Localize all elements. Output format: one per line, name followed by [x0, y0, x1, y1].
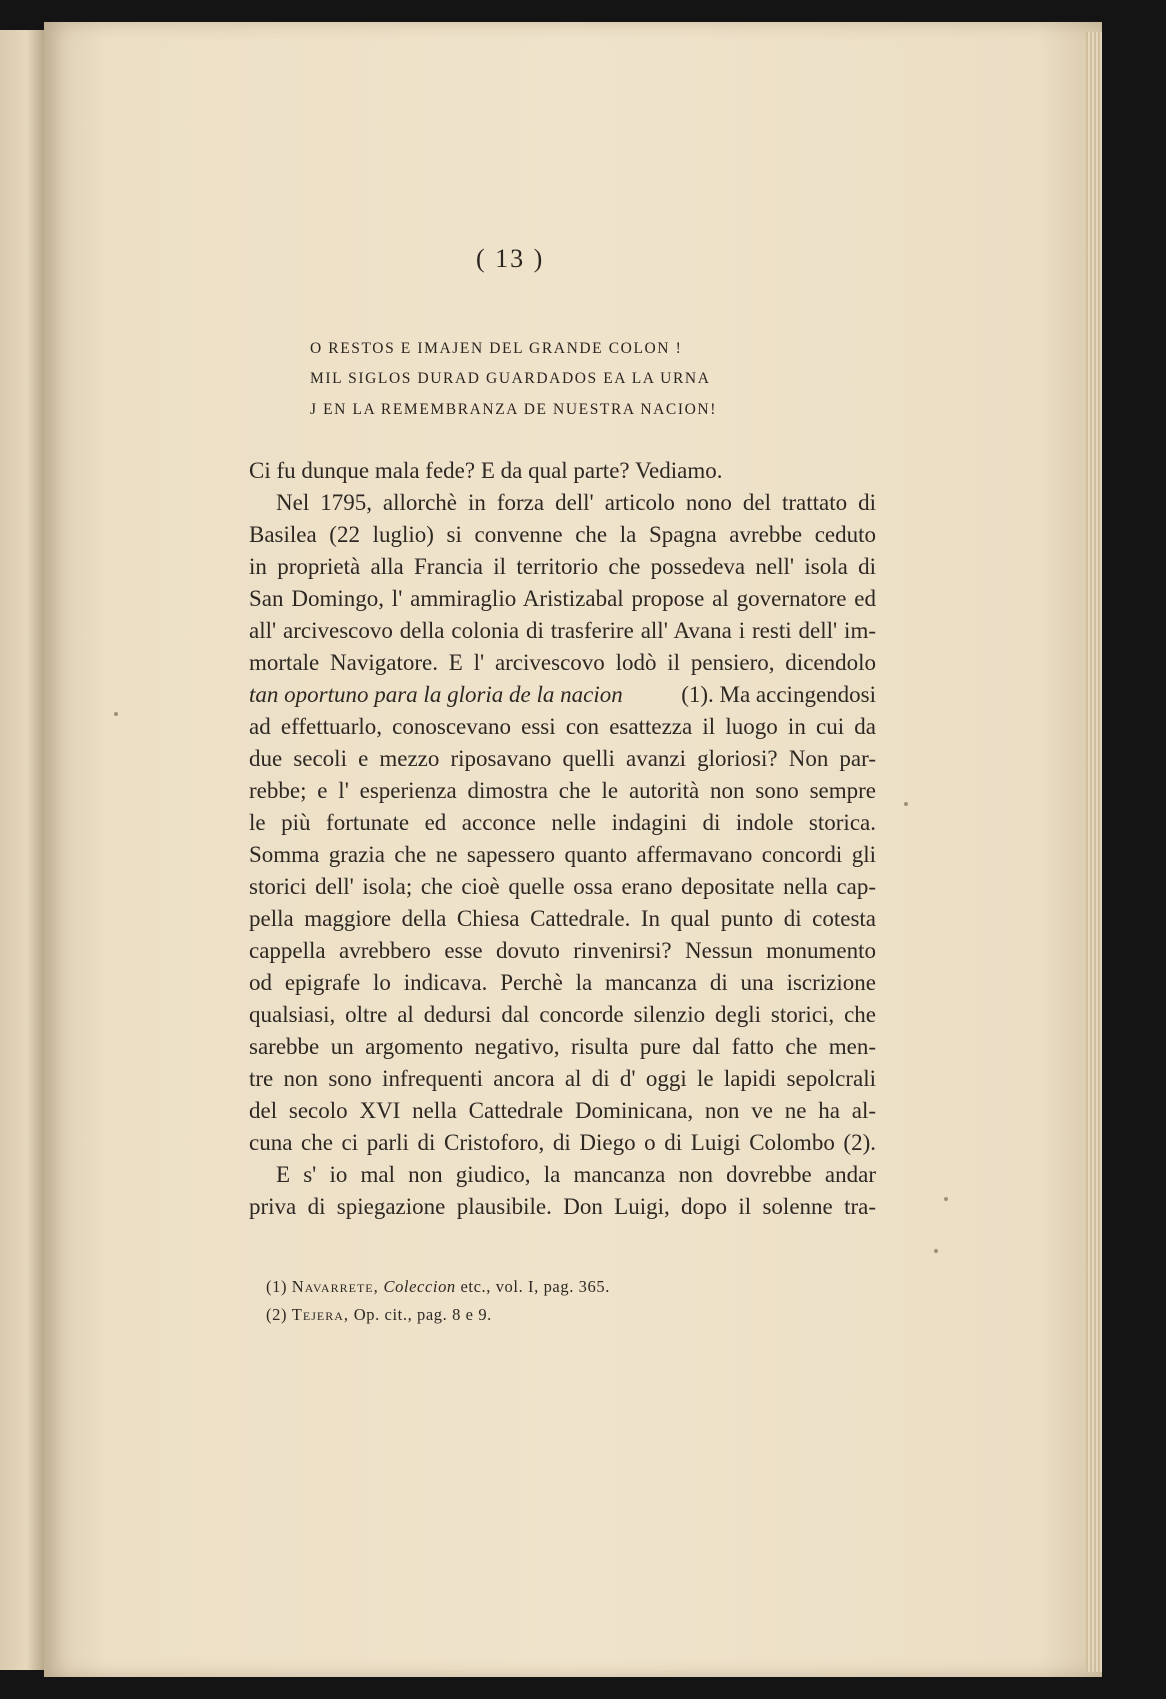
- text-line: San Domingo, l' ammiraglio Aristizabal propose al governatore ed: [249, 586, 876, 611]
- text-line: Somma grazia che ne sapessero quanto affermavano concordi gli: [249, 842, 876, 867]
- text-line: priva di spiegazione plausibile. Don Luigi, dopo il solenne tra-: [249, 1194, 876, 1219]
- paper-speck: [904, 802, 908, 806]
- footnote: [266, 1277, 610, 1297]
- text-line: Ci fu dunque mala fede? E da qual parte? Vediamo.: [249, 458, 723, 483]
- text-line: cappella avrebbero esse dovuto rinvenirsi? Nessun monumento: [249, 938, 876, 963]
- footnote-mark: (1): [266, 1277, 288, 1296]
- paper-speck: [944, 1197, 948, 1201]
- footnote-rest: etc., vol. I, pag. 365.: [460, 1277, 610, 1296]
- footnote: [266, 1305, 492, 1325]
- footnote-rest: Op. cit., pag. 8 e 9.: [353, 1305, 492, 1324]
- text-line: rebbe; e l' esperienza dimostra che le autorità non sono sempre: [249, 778, 876, 803]
- text-line: due secoli e mezzo riposavano quelli avanzi gloriosi? Non par-: [249, 746, 876, 771]
- verse-line: O RESTOS E IMAJEN DEL GRANDE COLON !: [310, 340, 683, 357]
- text-line: tre non sono infrequenti ancora al di d' oggi le lapidi sepolcrali: [249, 1066, 876, 1091]
- page-content: [44, 22, 1102, 1677]
- text-line: E s' io mal non giudico, la mancanza non dovrebbe andar: [276, 1162, 876, 1187]
- text-line: storici dell' isola; che cioè quelle ossa erano depositate nella cap-: [249, 874, 876, 899]
- text-line: le più fortunate ed acconce nelle indagini di indole storica.: [249, 810, 876, 835]
- verse-line: MIL SIGLOS DURAD GUARDADOS EA LA URNA: [310, 370, 711, 387]
- text-line: del secolo XVI nella Cattedrale Dominicana, non ve ne ha al-: [249, 1098, 876, 1123]
- text-line: qualsiasi, oltre al dedursi dal concorde silenzio degli storici, che: [249, 1002, 876, 1027]
- book-page: [44, 22, 1102, 1677]
- text-line: in proprietà alla Francia il territorio che possedeva nell' isola di: [249, 554, 876, 579]
- text-line: mortale Navigatore. E l' arcivescovo lodò il pensiero, dicendolo: [249, 650, 876, 675]
- footnote-ref-text: (1). Ma accingendosi: [681, 682, 876, 707]
- footnote-author: Tejera,: [291, 1305, 349, 1324]
- text-line: [249, 679, 876, 710]
- text-line: pella maggiore della Chiesa Cattedrale. In qual punto di cotesta: [249, 906, 876, 931]
- text-line: sarebbe un argomento negativo, risulta pure dal fatto che men-: [249, 1034, 876, 1059]
- text-line: Nel 1795, allorchè in forza dell' articolo nono del trattato di: [276, 490, 876, 515]
- text-line: all' arcivescovo della colonia di trasferire all' Avana i resti dell' im-: [249, 618, 876, 643]
- text-line: Basilea (22 luglio) si convenne che la Spagna avrebbe ceduto: [249, 522, 876, 547]
- footnote-title: Coleccion: [383, 1277, 456, 1296]
- text-line: ad effettuarlo, conoscevano essi con esattezza il luogo in cui da: [249, 714, 876, 739]
- facing-page-edge: [0, 30, 45, 1670]
- text-line: od epigrafe lo indicava. Perchè la mancanza di una iscrizione: [249, 970, 876, 995]
- footnote-author: Navarrete,: [291, 1277, 379, 1296]
- footnote-mark: (2): [266, 1305, 288, 1324]
- verse-line: J EN LA REMEMBRANZA DE NUESTRA NACION!: [310, 401, 717, 418]
- page-number: ( 13 ): [476, 244, 545, 273]
- italic-quote: tan oportuno para la gloria de la nacion: [249, 682, 623, 707]
- text-line: cuna che ci parli di Cristoforo, di Diego o di Luigi Colombo (2).: [249, 1130, 876, 1155]
- paper-speck: [114, 712, 118, 716]
- paper-speck: [934, 1249, 938, 1253]
